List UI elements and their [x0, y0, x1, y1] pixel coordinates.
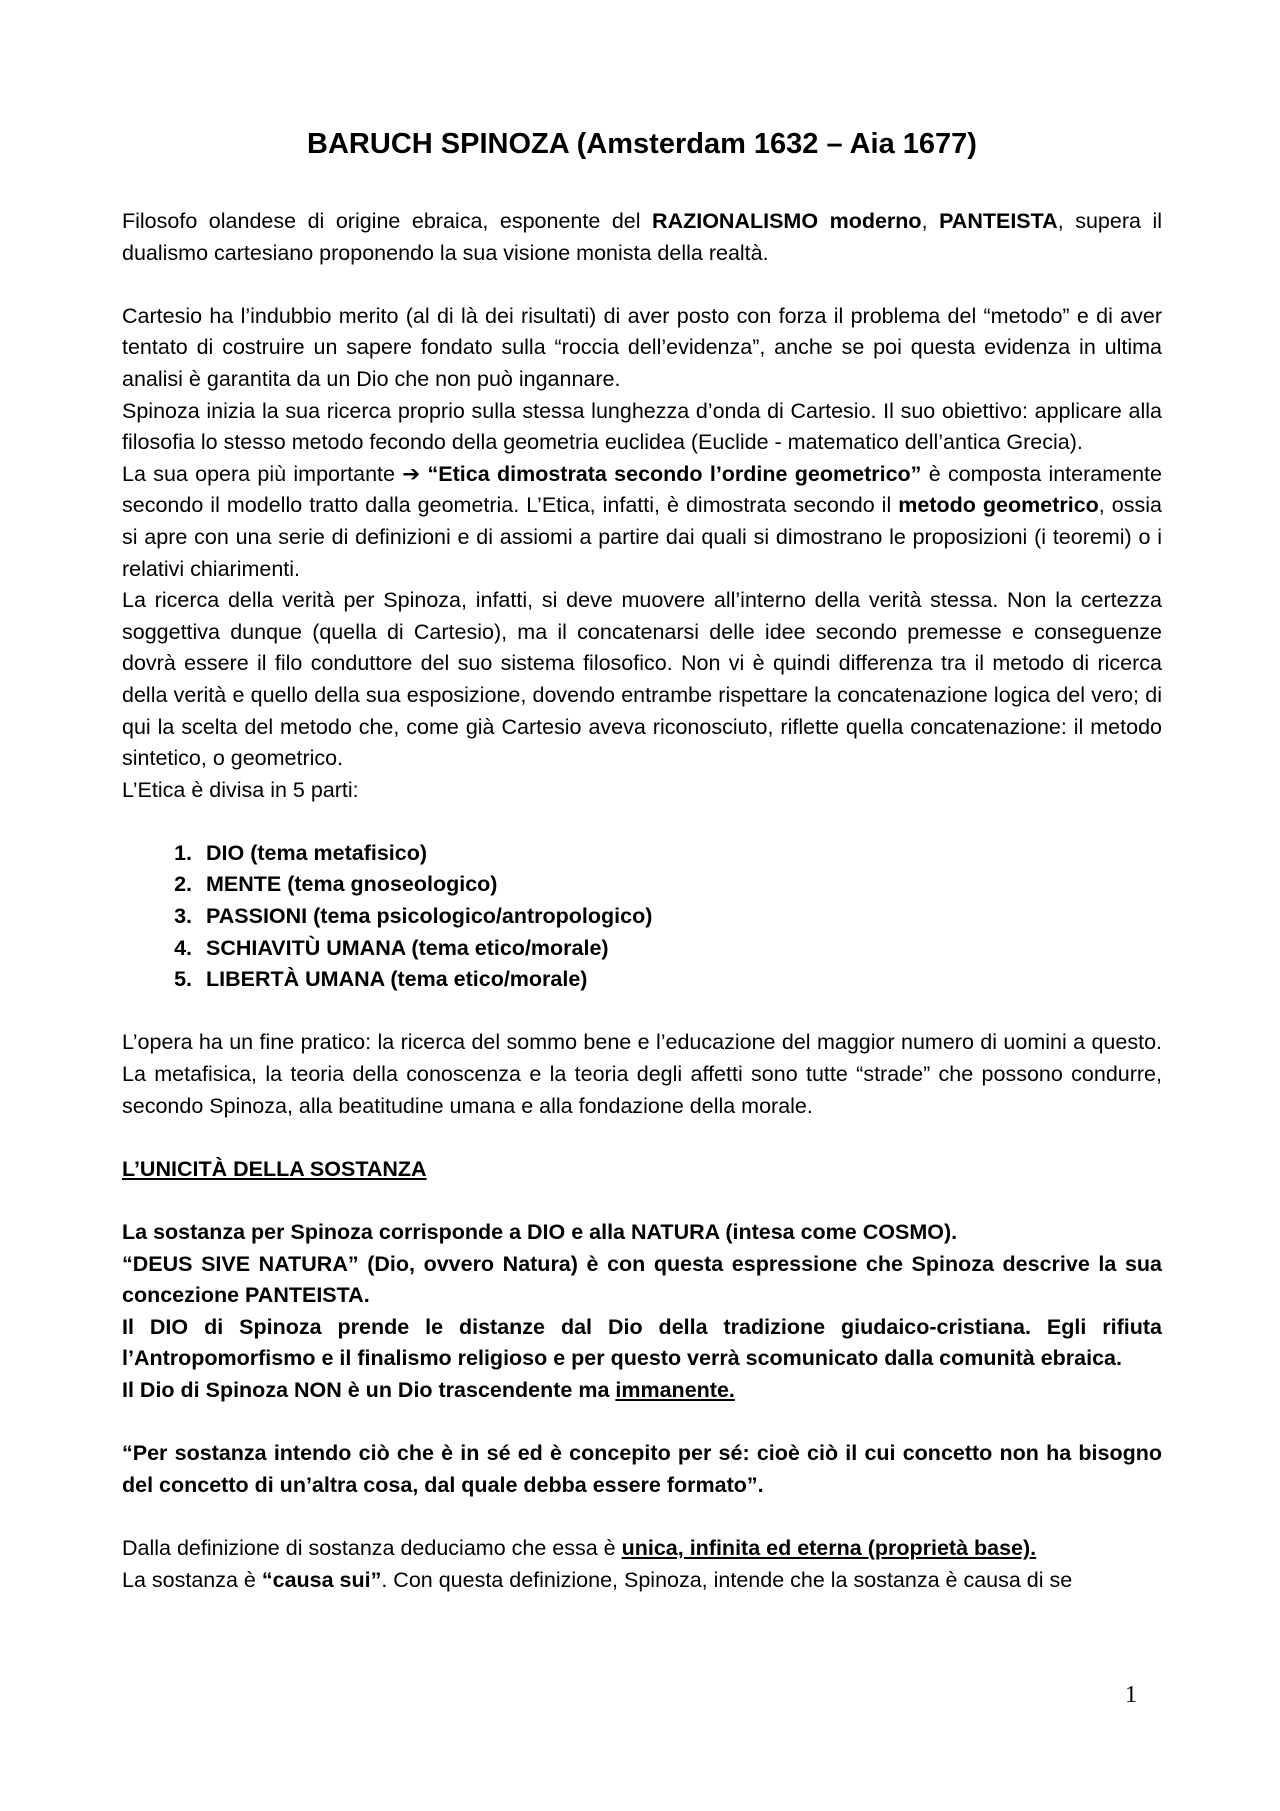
intro-text-1: Filosofo olandese di origine ebraica, esponente del: [122, 209, 653, 233]
list-item: 5. LIBERTÀ UMANA (tema etico/morale): [198, 964, 1162, 996]
definizione-text: Dalla definizione di sostanza deduciamo che essa è: [122, 1535, 622, 1560]
list-item: 4. SCHIAVITÙ UMANA (tema etico/morale): [198, 933, 1162, 965]
sostanza-line-1: La sostanza per Spinoza corrisponde a DIO e alla NATURA (intesa come COSMO).: [122, 1220, 958, 1244]
sostanza-line-2: “DEUS SIVE NATURA” (Dio, ovvero Natura) è con questa espressione che Spinoza descrive la sua concezione PANTEISTA.: [122, 1251, 1162, 1308]
causa-text-2: . Con questa definizione, Spinoza, intende che la sostanza è causa di se: [381, 1567, 1073, 1592]
definizione-underlined: unica, infinita ed eterna (proprietà base).: [621, 1535, 1037, 1560]
sostanza-line-3: Il DIO di Spinoza prende le distanze dal Dio della tradizione giudaico-cristiana. Egli rifiuta l’Antropomorfismo e il finalismo religioso e per questo verrà scomunicato dalla comunità ebraica.: [122, 1314, 1162, 1371]
intro-text-2: ,: [921, 209, 940, 233]
causa-sui-paragraph: [122, 1565, 1162, 1597]
opera-text-1: La sua opera più importante: [122, 461, 403, 486]
opera-paragraph: [122, 459, 1162, 585]
page-number: 1: [1125, 1682, 1137, 1708]
spinoza-paragraph: Spinoza inizia la sua ricerca proprio sulla stessa lunghezza d’onda di Cartesio. Il suo obiettivo: applicare alla filosofia lo stesso metodo fecondo della geometria euclidea (Euclide - matematico dell’antica Grecia).: [122, 398, 1162, 455]
cartesio-paragraph: Cartesio ha l’indubbio merito (al di là dei risultati) di aver posto con forza il problema del “metodo” e di aver tentato di costruire un sapere fondato sulla “roccia dell’evidenza”, anche se poi questa evidenza in ultima analisi è garantita da un Dio che non può ingannare.: [122, 303, 1162, 391]
intro-paragraph: [122, 206, 1162, 269]
sostanza-block: [122, 1217, 1162, 1407]
opera-bold-1: ➔ “Etica dimostrata secondo l’ordine geometrico”: [402, 461, 922, 486]
parts-list: [122, 838, 1162, 996]
causa-bold: “causa sui”: [261, 1567, 382, 1592]
intro-bold-2: PANTEISTA: [939, 209, 1058, 233]
sostanza-line-4-underlined: immanente.: [615, 1377, 735, 1402]
causa-text-1: La sostanza è: [122, 1567, 262, 1592]
section-heading: L’UNICITÀ DELLA SOSTANZA: [122, 1156, 427, 1181]
opera-text-2: è composta interamente secondo il modello tratto dalla geometria. L’Etica, infatti, è dimostrata secondo il: [122, 461, 1162, 518]
fine-paragraph: L’opera ha un fine pratico: la ricerca del sommo bene e l’educazione del maggior numero di uomini a questo. La metafisica, la teoria della conoscenza e la teoria degli affetti sono tutte “strade” che possono condurre, secondo Spinoza, alla beatitudine umana e alla fondazione della morale.: [122, 1030, 1162, 1118]
list-item: 1. DIO (tema metafisico): [198, 838, 1162, 870]
definition-quote: “Per sostanza intendo ciò che è in sé ed è concepito per sé: cioè ciò il cui concetto non ha bisogno del concetto di un’altra cosa, dal quale debba essere formato”.: [122, 1441, 1162, 1497]
definizione-paragraph: [122, 1533, 1162, 1565]
sostanza-line-4: [122, 1375, 1162, 1407]
verita-paragraph: La ricerca della verità per Spinoza, infatti, si deve muovere all’interno della verità stessa. Non la certezza soggettiva dunque (quella di Cartesio), ma il concatenarsi delle idee secondo premesse e conseguenze dovrà essere il filo conduttore del suo sistema filosofico. Non vi è quindi differenza tra il metodo di ricerca della verità e quello della sua esposizione, dovendo entrambe rispettare la concatenazione logica del vero; di qui la scelta del metodo che, come già Cartesio aveva riconosciuto, riflette quella concatenazione: il metodo sintetico, o geometrico.: [122, 588, 1162, 771]
intro-bold-1: RAZIONALISMO moderno: [652, 209, 922, 233]
list-item: 2. MENTE (tema gnoseologico): [198, 869, 1162, 901]
intro-text-3: , supera il dualismo cartesiano proponendo la sua visione monista della realtà.: [122, 209, 1163, 265]
page-title: BARUCH SPINOZA (Amsterdam 1632 – Aia 1677): [307, 128, 977, 160]
sostanza-line-4-text: Il Dio di Spinoza NON è un Dio trascendente ma: [122, 1377, 616, 1402]
document-body: [122, 206, 1162, 1596]
list-item: 3. PASSIONI (tema psicologico/antropologico): [198, 901, 1162, 933]
opera-text-3: , ossia si apre con una serie di definizioni e di assiomi a partire dai quali si dimostrano le proposizioni (i teoremi) o i relativi chiarimenti.: [122, 493, 1162, 581]
parti-paragraph: L’Etica è divisa in 5 parti:: [122, 777, 359, 802]
opera-bold-2: metodo geometrico: [898, 493, 1099, 518]
